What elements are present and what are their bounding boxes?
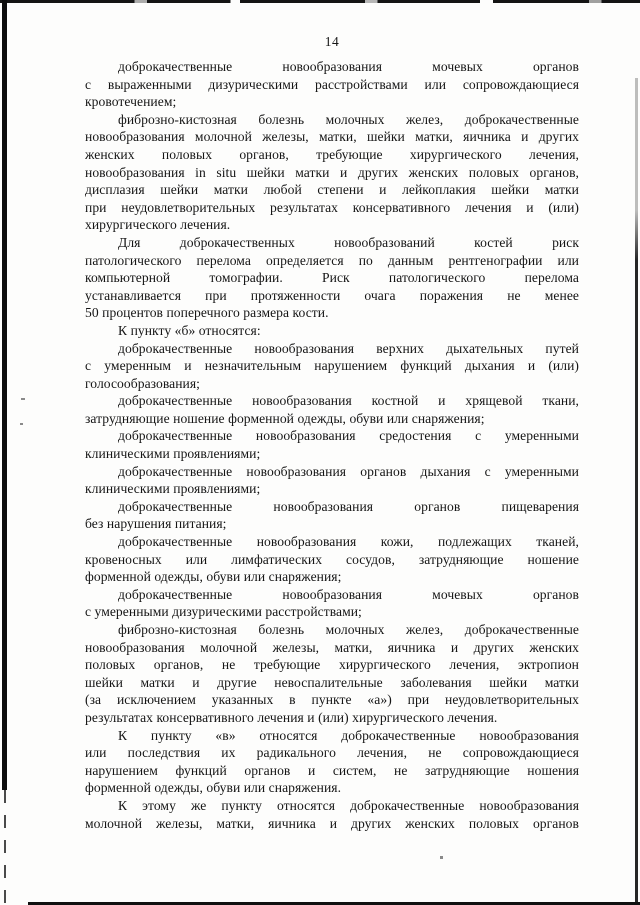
text-line: кровеносных или лимфатических сосудов, затрудняющие ношение	[85, 551, 579, 567]
page-number: 14	[324, 34, 340, 49]
text-line: с выраженными дизурическими расстройствами или сопровождающиеся	[85, 76, 579, 92]
scan-edge-right	[635, 78, 638, 905]
paragraph	[85, 234, 579, 322]
text-line: (за исключением указанных в пункте «а») при неудовлетворительных	[85, 692, 579, 708]
paragraph	[85, 797, 579, 832]
text-line: доброкачественные новообразования кожи, подлежащих тканей,	[118, 534, 579, 550]
text-line: результатах консервативного лечения и (или) хирургического лечения.	[85, 709, 498, 725]
text-line: доброкачественные новообразования средостения с умеренными	[118, 428, 579, 444]
text-line: 50 процентов поперечного размера кости.	[85, 305, 329, 321]
text-line: доброкачественные новообразования органов пищеварения	[118, 498, 579, 514]
text-line: кровотечением;	[85, 94, 177, 110]
text-line: доброкачественные новообразования мочевых органов	[118, 59, 579, 74]
text-line: компьютерной томографии. Риск патологического перелома	[85, 270, 579, 286]
text-line: нарушением функций органов и систем, не затрудняющие ношения	[85, 762, 579, 778]
text-line: доброкачественные новообразования костной и хрящевой ткани,	[118, 393, 579, 409]
text-line: Для доброкачественных новообразований костей риск	[118, 234, 579, 250]
text-line: голосообразования;	[85, 375, 200, 391]
paragraph	[85, 727, 579, 797]
paragraph	[85, 322, 579, 340]
text-line: шейки матки и другие невоспалительные заболевания шейки матки	[85, 674, 579, 690]
text-line: доброкачественные новообразования органов дыхания с умеренными	[118, 463, 579, 479]
scan-edge-left-tail	[4, 790, 6, 905]
text-line: фиброзно-кистозная болезнь молочных желез, доброкачественные	[118, 622, 579, 637]
text-line: хирургического лечения.	[85, 217, 231, 233]
text-line: новообразования in situ шейки матки и других женских половых органов,	[85, 164, 579, 180]
text-line: К пункту «б» относятся:	[118, 322, 261, 338]
text-line: доброкачественные новообразования верхних дыхательных путей	[118, 340, 579, 356]
paragraph	[85, 58, 579, 111]
text-line: форменной одежды, обуви или снаряжения;	[85, 569, 342, 585]
text-line: клиническими проявлениями;	[85, 446, 261, 462]
text-line: К этому же пункту относятся доброкачественные новообразования	[118, 797, 579, 813]
text-line: молочной железы, матки, яичника и других женских половых органов	[85, 815, 579, 831]
text-line: устанавливается при протяженности очага поражения не менее	[85, 287, 579, 303]
text-line: клиническими проявлениями;	[85, 481, 261, 497]
text-line: половых органов, не требующие хирургического лечения, эктропион	[85, 657, 579, 673]
scan-edge-top	[0, 0, 640, 3]
scan-speck	[20, 423, 23, 425]
paragraph	[85, 586, 579, 621]
paragraph	[85, 340, 579, 393]
text-line: патологического перелома определяется по данным рентгенографии или	[85, 252, 579, 268]
scan-speck	[440, 856, 443, 859]
text-line: затрудняющие ношение форменной одежды, обуви или снаряжения;	[85, 410, 485, 426]
text-line: без нарушения питания;	[85, 516, 227, 532]
paragraph	[85, 463, 579, 498]
text-line: женских половых органов, требующие хирургического лечения,	[85, 146, 579, 162]
paragraph	[85, 111, 579, 234]
text-line: К пункту «в» относятся доброкачественные новообразования	[118, 727, 579, 743]
text-line: с умеренным и незначительным нарушением функций дыхания и (или)	[85, 358, 579, 374]
text-line: новообразования молочной железы, матки, шейки матки, яичника и других	[85, 129, 579, 145]
text-line: фиброзно-кистозная болезнь молочных желез, доброкачественные	[118, 111, 579, 127]
text-line: доброкачественные новообразования мочевых органов	[118, 586, 579, 602]
paragraph	[85, 392, 579, 427]
paragraph	[85, 498, 579, 533]
text-line: форменной одежды, обуви или снаряжения.	[85, 780, 342, 796]
scan-speck	[21, 398, 25, 400]
text-line: дисплазия шейки матки любой степени и лейкоплакия шейки матки	[85, 182, 579, 198]
text-line: или последствия их радикального лечения, не сопровождающиеся	[85, 745, 579, 761]
text-line: с умеренными дизурическими расстройствами;	[85, 604, 362, 620]
scan-edge-left	[2, 0, 7, 790]
paragraph	[85, 533, 579, 586]
document-text	[85, 58, 579, 832]
paragraph	[85, 621, 579, 727]
paragraph	[85, 427, 579, 462]
text-line: при неудовлетворительных результатах консервативного лечения и (или)	[85, 199, 579, 215]
text-line: новообразования молочной железы, матки, яичника и других женских	[85, 639, 579, 655]
